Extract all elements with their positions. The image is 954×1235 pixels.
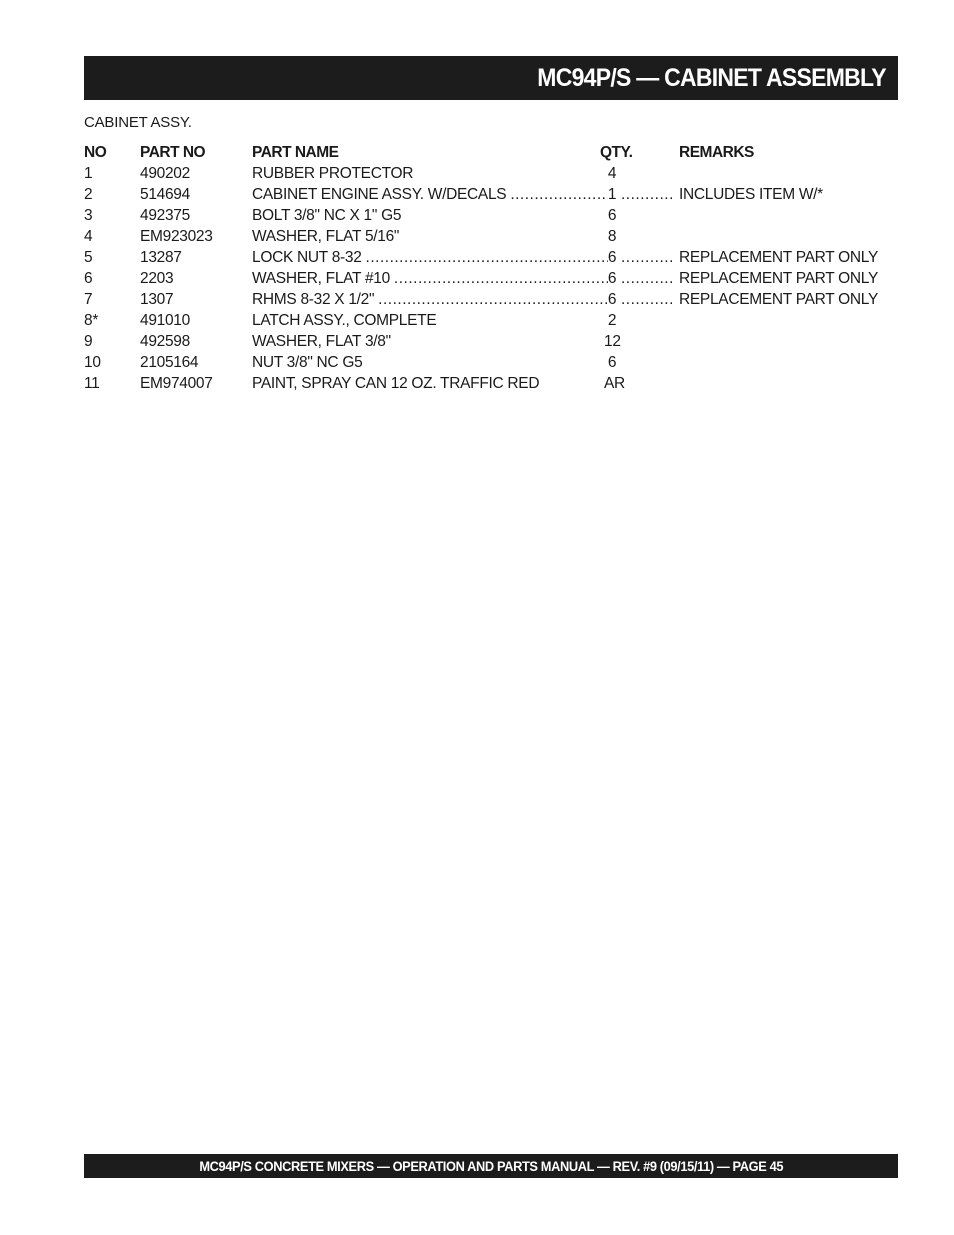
row-qty: 6 [607, 270, 617, 287]
row-item-no: 1 [84, 165, 93, 182]
row-part-name: WASHER, FLAT 3/8" [252, 333, 391, 350]
table-row [84, 310, 898, 331]
row-item-no: 4 [84, 228, 93, 245]
row-part-no: 2105164 [140, 354, 199, 371]
dot-leader [510, 184, 608, 205]
table-header-row [84, 142, 898, 163]
row-qty: 12 [604, 333, 621, 350]
dot-leader [378, 289, 608, 310]
row-part-name-cell [252, 289, 608, 310]
row-item-no: 7 [84, 291, 93, 308]
row-qty: AR [604, 375, 625, 392]
row-remarks-cell [620, 289, 898, 310]
row-remarks: REPLACEMENT PART ONLY [679, 291, 878, 308]
dot-leader [620, 268, 675, 289]
row-part-name-cell [252, 373, 608, 394]
dot-leader [366, 247, 608, 268]
row-part-no: 1307 [140, 291, 174, 308]
column-header-remarks: REMARKS [679, 144, 754, 161]
page-footer-bar [84, 1154, 898, 1178]
row-part-name: BOLT 3/8" NC X 1" G5 [252, 207, 402, 224]
column-header-part-no: PART NO [140, 144, 206, 161]
table-row [84, 247, 898, 268]
row-part-name-cell [252, 184, 608, 205]
parts-table [84, 142, 898, 394]
row-part-no: 492375 [140, 207, 190, 224]
row-item-no: 6 [84, 270, 93, 287]
table-row [84, 331, 898, 352]
row-part-name-cell [252, 247, 608, 268]
row-qty: 6 [607, 249, 617, 266]
row-part-no: EM974007 [140, 375, 213, 392]
row-qty: 6 [607, 291, 617, 308]
row-part-name: LOCK NUT 8-32 [252, 249, 362, 266]
table-row [84, 226, 898, 247]
row-qty: 2 [607, 312, 617, 329]
row-part-name-cell [252, 352, 608, 373]
row-remarks-cell [620, 184, 898, 205]
row-part-no: 13287 [140, 249, 182, 266]
column-header-qty: QTY. [600, 144, 633, 161]
table-row [84, 163, 898, 184]
table-row [84, 184, 898, 205]
row-part-no: 2203 [140, 270, 174, 287]
row-remarks: REPLACEMENT PART ONLY [679, 270, 878, 287]
table-row [84, 289, 898, 310]
column-header-part-name: PART NAME [252, 144, 339, 161]
row-part-name: WASHER, FLAT #10 [252, 270, 390, 287]
page-title-bar [84, 56, 898, 100]
row-part-name: WASHER, FLAT 5/16" [252, 228, 400, 245]
row-part-no: EM923023 [140, 228, 213, 245]
row-part-name: RUBBER PROTECTOR [252, 165, 414, 182]
row-item-no: 5 [84, 249, 93, 266]
row-part-name-cell [252, 268, 608, 289]
row-item-no: 3 [84, 207, 93, 224]
table-row [84, 268, 898, 289]
table-row [84, 373, 898, 394]
row-part-no: 491010 [140, 312, 190, 329]
row-qty: 1 [607, 186, 617, 203]
row-part-no: 490202 [140, 165, 190, 182]
row-part-no: 514694 [140, 186, 190, 203]
row-item-no: 8* [84, 312, 99, 329]
row-qty: 8 [607, 228, 617, 245]
row-qty: 4 [607, 165, 617, 182]
table-row [84, 205, 898, 226]
row-part-name: NUT 3/8" NC G5 [252, 354, 363, 371]
column-header-no: NO [84, 144, 107, 161]
row-item-no: 9 [84, 333, 93, 350]
section-label: CABINET ASSY. [84, 114, 192, 131]
table-body [84, 163, 898, 394]
row-part-name-cell [252, 226, 608, 247]
row-part-name-cell [252, 310, 608, 331]
row-remarks: INCLUDES ITEM W/* [679, 186, 823, 203]
row-part-name-cell [252, 331, 608, 352]
row-qty: 6 [607, 207, 617, 224]
row-qty: 6 [607, 354, 617, 371]
row-part-no: 492598 [140, 333, 190, 350]
row-remarks-cell [620, 268, 898, 289]
row-part-name: LATCH ASSY., COMPLETE [252, 312, 437, 329]
row-part-name: CABINET ENGINE ASSY. W/DECALS [252, 186, 507, 203]
row-item-no: 2 [84, 186, 93, 203]
row-remarks-cell [620, 247, 898, 268]
page-title: MC94P/S — CABINET ASSEMBLY [537, 63, 886, 92]
page-footer: MC94P/S CONCRETE MIXERS — OPERATION AND PARTS MANUAL — REV. #9 (09/15/11) — PAGE 45 [199, 1158, 783, 1174]
dot-leader [620, 289, 675, 310]
row-remarks: REPLACEMENT PART ONLY [679, 249, 878, 266]
row-part-name-cell [252, 205, 608, 226]
dot-leader [394, 268, 608, 289]
dot-leader [620, 184, 675, 205]
dot-leader [620, 247, 675, 268]
row-part-name: PAINT, SPRAY CAN 12 OZ. TRAFFIC RED [252, 375, 540, 392]
row-part-name-cell [252, 163, 608, 184]
row-item-no: 10 [84, 354, 101, 371]
table-row [84, 352, 898, 373]
row-item-no: 11 [84, 375, 100, 392]
row-part-name: RHMS 8-32 X 1/2" [252, 291, 375, 308]
